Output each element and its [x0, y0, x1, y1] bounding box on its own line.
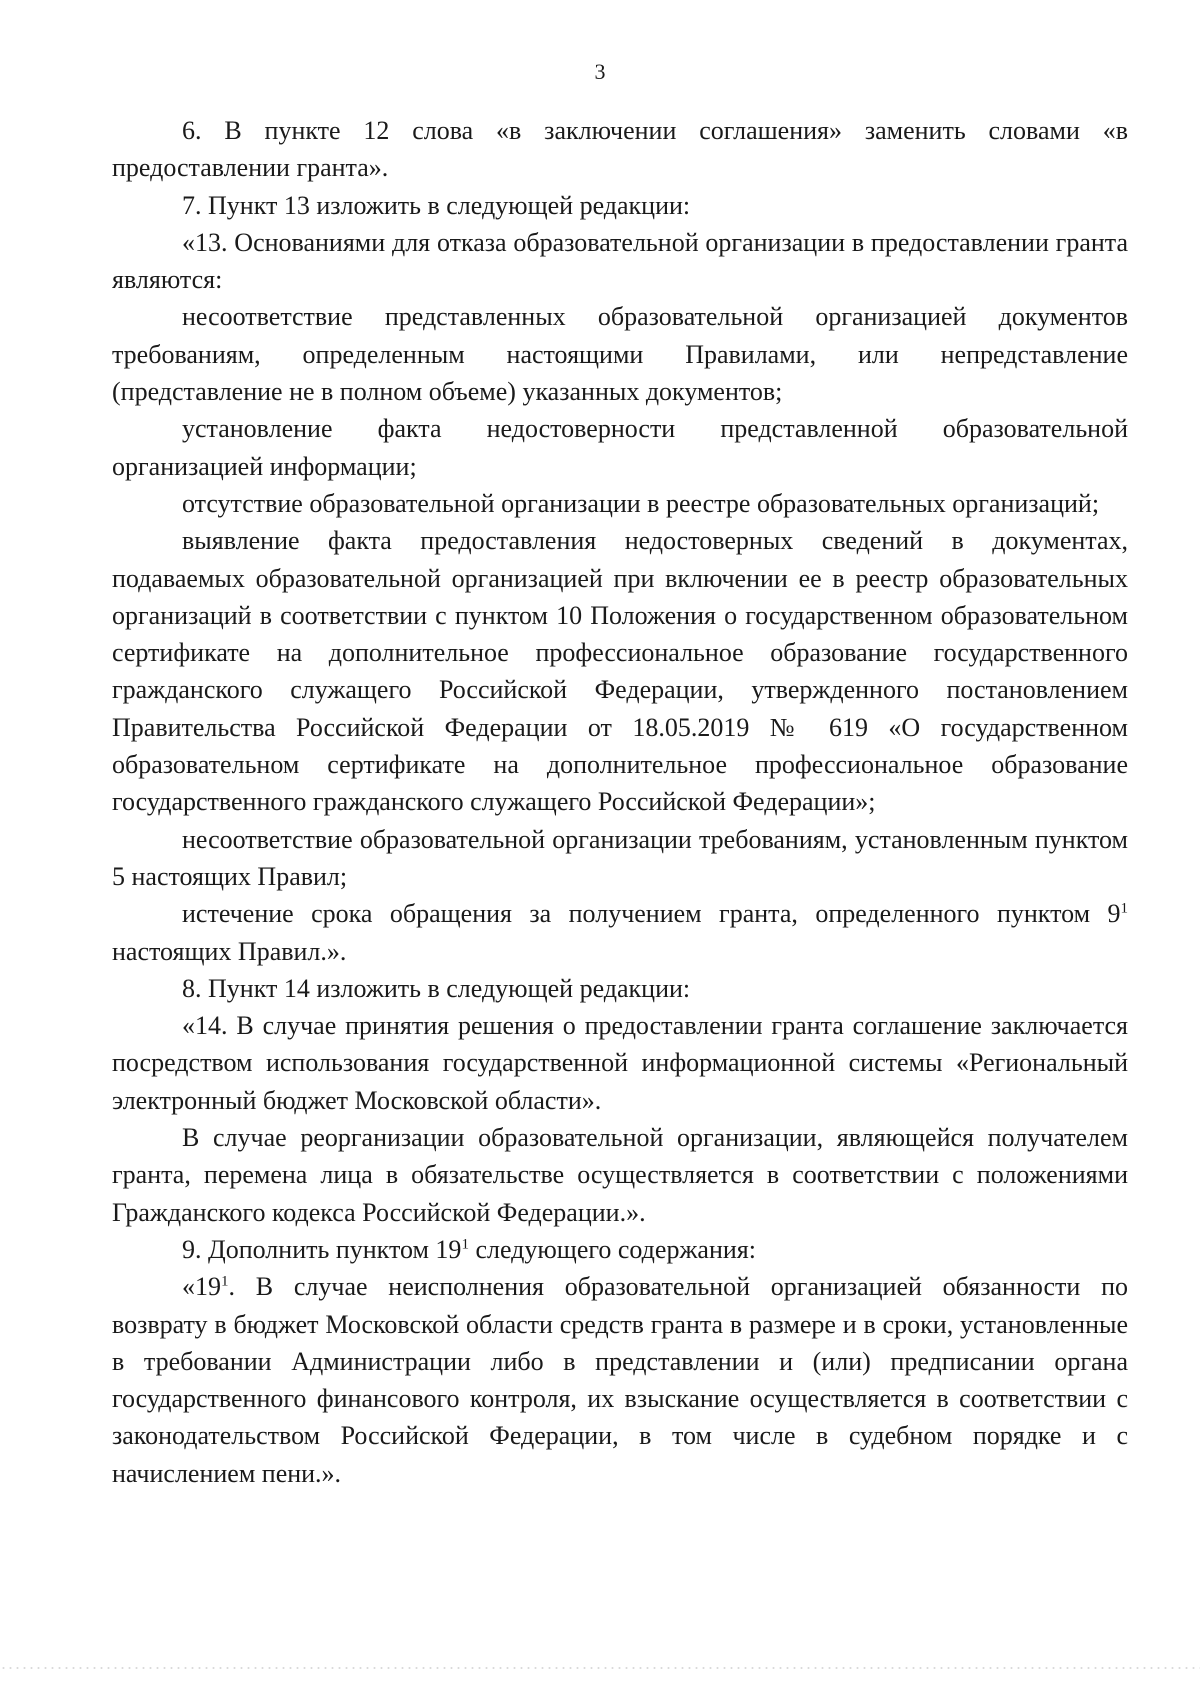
paragraph-refusal-ground-registry: отсутствие образовательной организации в реестре образовательных организаций; — [182, 488, 1100, 518]
document-body — [112, 112, 1128, 1492]
paragraph-refusal-ground-false-documents: выявление факта предоставления недостоверных сведений в документах, подаваемых образовательной организацией при включении ее в реестр образовательных организаций в соответствии с пунктом 10 Положения о государственном образовательном сертификате на дополнительное профессиональное образование государственного гражданского служащего Российской Федерации, утвержденного постановлением Правительства Российской Федерации от 18.05.2019 № 619 «О государственном образовательном сертификате на дополнительное профессиональное образование государственного гражданского служащего Российской Федерации»; — [112, 526, 1128, 817]
paragraph-clause-13: «13. Основаниями для отказа образовательной организации в предоставлении гранта являются: — [112, 227, 1128, 295]
paragraph-item-6: 6. В пункте 12 слова «в заключении соглашения» заменить словами «в предоставлении гранта». — [112, 116, 1128, 183]
paragraph-text-before-superscript: «19 — [182, 1272, 221, 1302]
superscript-mark: 1 — [221, 1273, 229, 1290]
paragraph-reorganization: В случае реорганизации образовательной организации, являющейся получателем гранта, перемена лица в обязательстве осуществляется в соответствии с положениями Гражданского кодекса Российской Федерации.». — [112, 1123, 1128, 1227]
paragraph-refusal-ground-requirements: несоответствие образовательной организации требованиям, установленным пунктом 5 настоящих Правил; — [112, 824, 1128, 891]
page-number: 3 — [594, 59, 606, 84]
paragraph-refusal-ground-documents: несоответствие представленных образовательной организацией документов требованиям, определенным настоящими Правилами, или непредставление (представление не в полном объеме) указанных документов; — [112, 302, 1128, 407]
paragraph-clause-19-1 — [112, 1268, 1128, 1492]
paragraph-item-9 — [112, 1231, 1128, 1268]
paragraph-text-before-superscript: истечение срока обращения за получением гранта, определенного пунктом 9 — [182, 899, 1121, 929]
paragraph-clause-14: «14. В случае принятия решения о предоставлении гранта соглашение заключается посредством использования государственной информационной системы «Региональный электронный бюджет Московской области». — [112, 1011, 1128, 1115]
paragraph-text-after-superscript: . В случае неисполнения образовательной организацией обязанности по возврату в бюджет Московской области средств гранта в размере и в сроки, установленные в требовании Администрации либо в представлении и (или) предписании органа государственного финансового контроля, их взыскание осуществляется в соответствии с законодательством Российской Федерации, в том числе в судебном порядке и с начислением пени.». — [112, 1272, 1128, 1488]
paragraph-text-before-superscript: 9. Дополнить пунктом 19 — [182, 1234, 462, 1264]
superscript-mark: 1 — [461, 1236, 469, 1253]
superscript-mark: 1 — [1120, 900, 1128, 917]
paragraph-item-8: 8. Пункт 14 изложить в следующей редакции: — [182, 973, 691, 1003]
paragraph-refusal-ground-deadline — [112, 895, 1128, 970]
paragraph-text-after-superscript: следующего содержания: — [468, 1234, 756, 1264]
paragraph-item-7: 7. Пункт 13 изложить в следующей редакции: — [182, 190, 691, 220]
paragraph-refusal-ground-false-info: установление факта недостоверности представленной образовательной организацией информации; — [112, 414, 1128, 481]
scan-edge-dots — [0, 1667, 1200, 1669]
paragraph-text-after-superscript: настоящих Правил.». — [112, 936, 347, 966]
